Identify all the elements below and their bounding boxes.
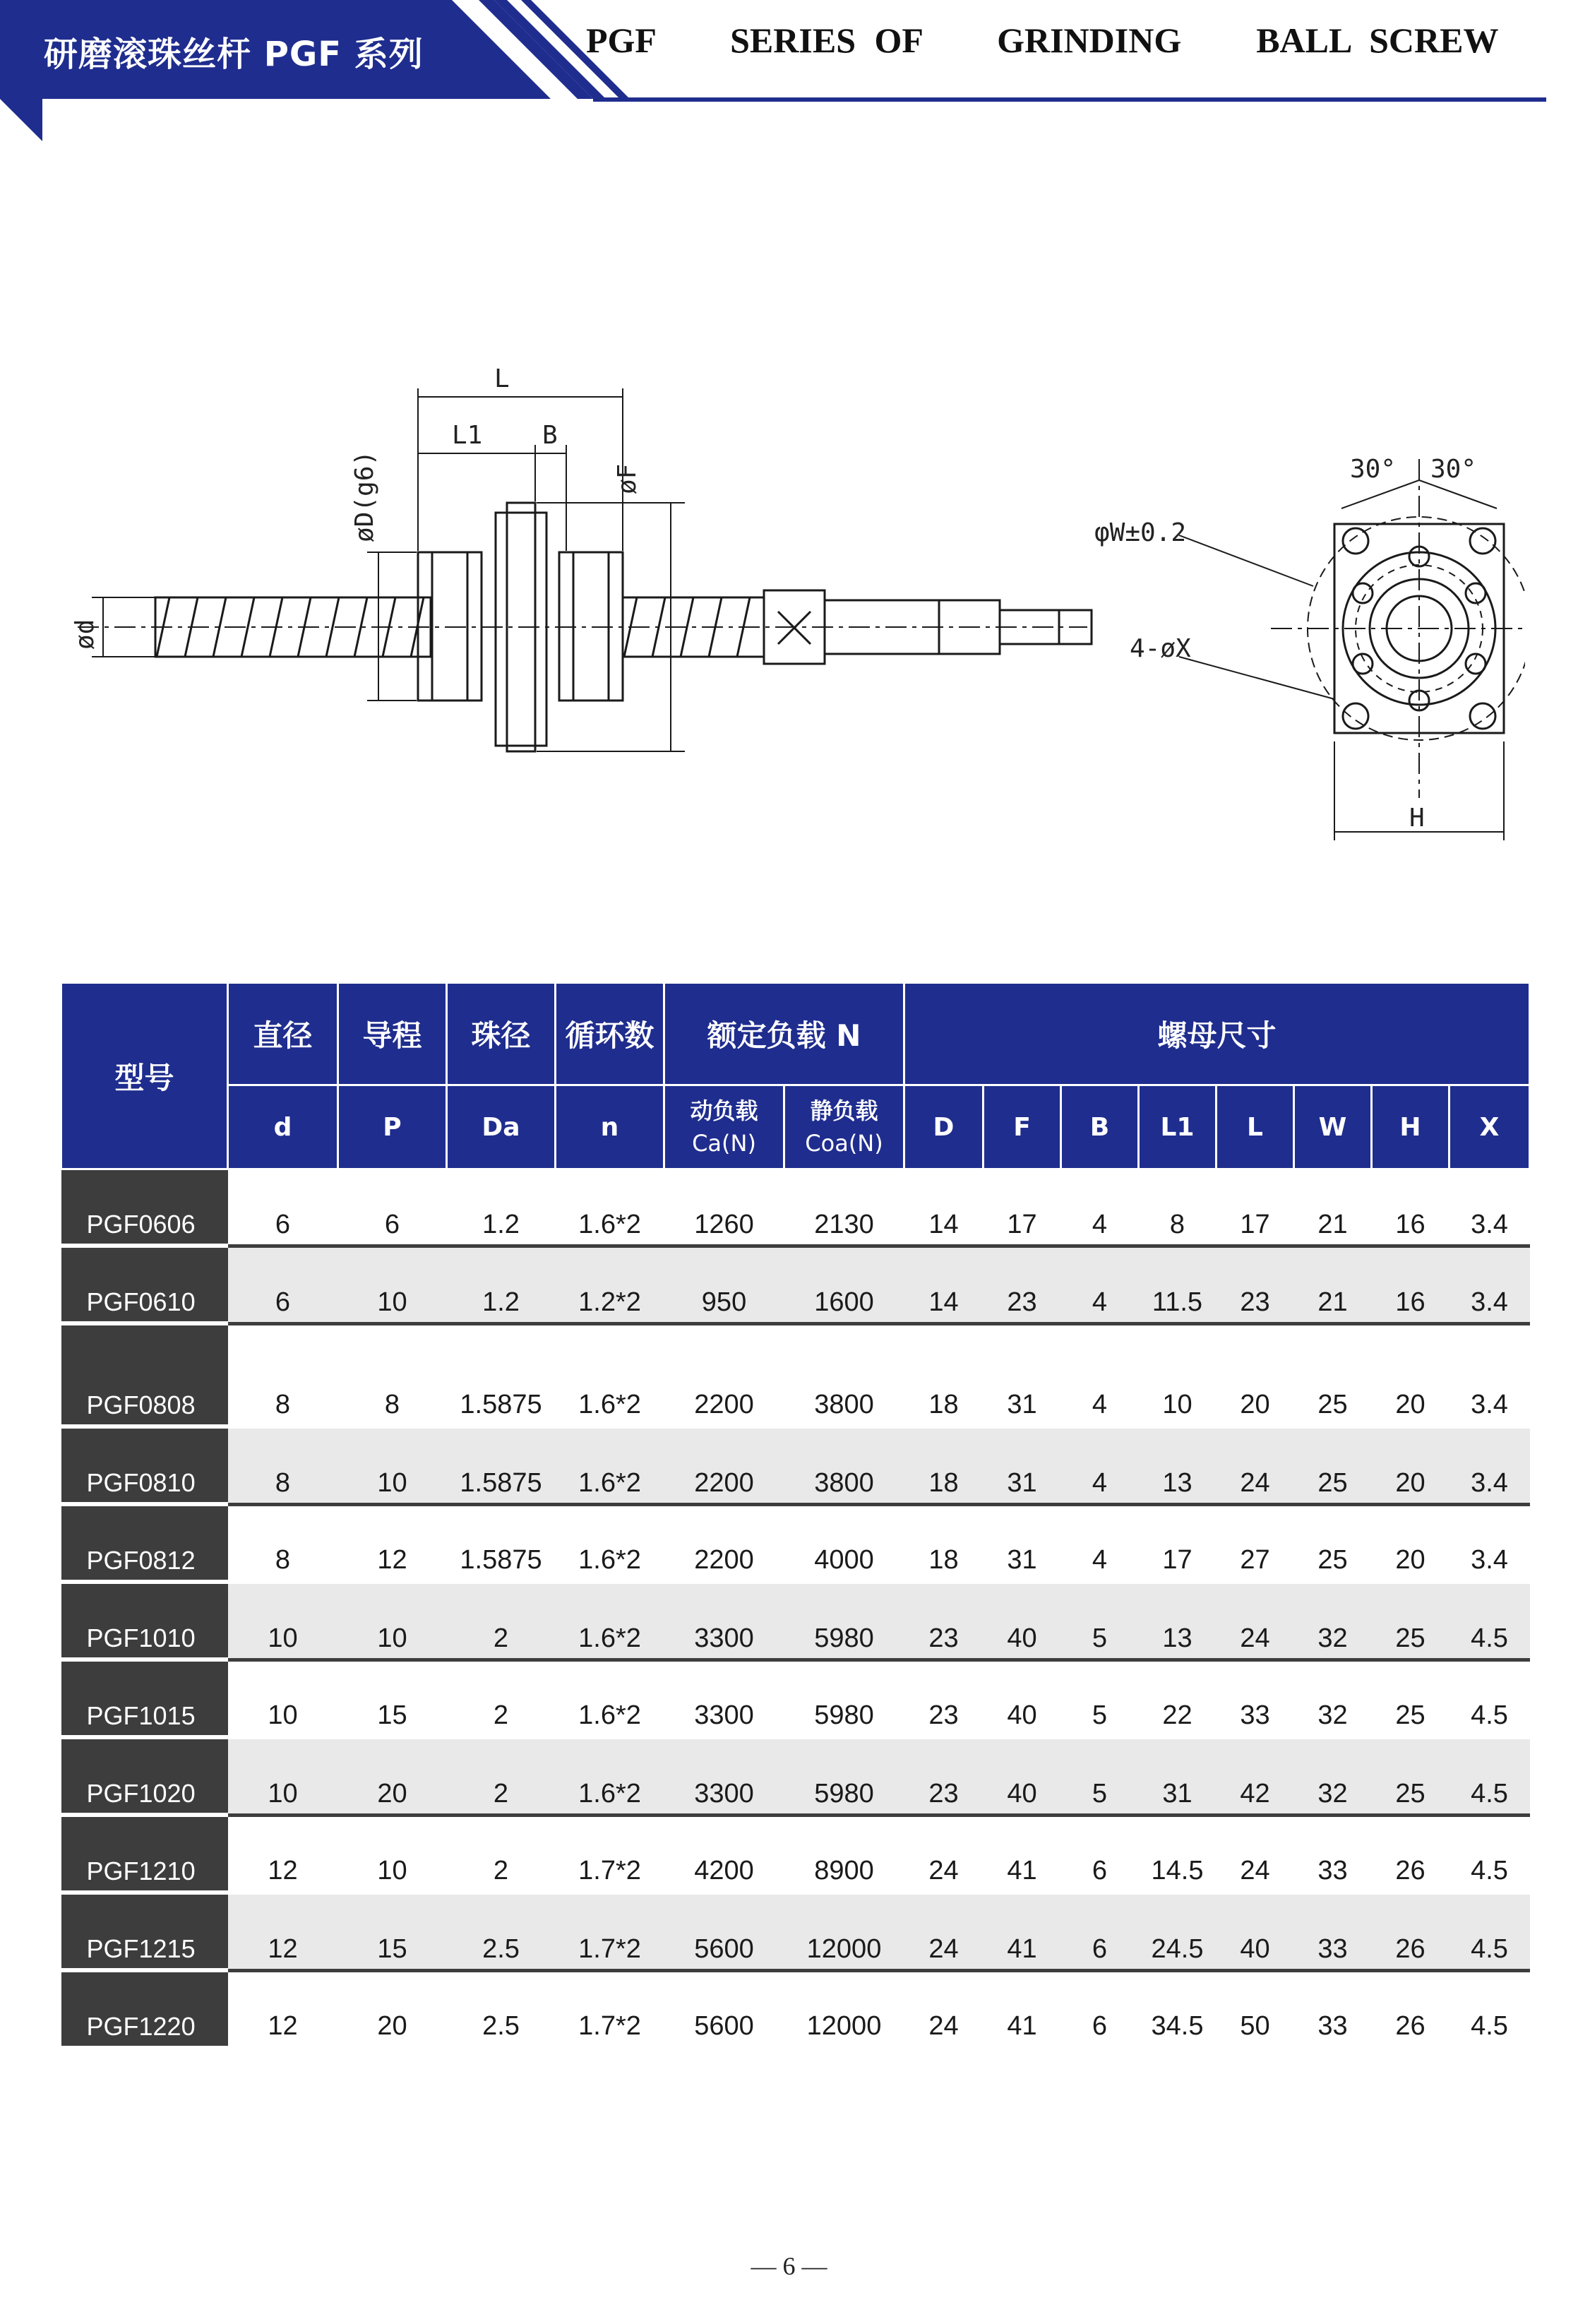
cell-Da: 2 [447,1815,556,1893]
cell-d: 10 [228,1659,338,1737]
cell-d: 10 [228,1737,338,1815]
cell-F: 17 [984,1169,1061,1246]
cell-H: 20 [1372,1426,1450,1504]
cell-Coa: 4000 [784,1504,904,1582]
table-row [61,1815,1530,1893]
cell-F: 31 [984,1504,1061,1582]
cell-n: 1.6*2 [556,1582,664,1659]
cell-model: PGF1210 [61,1815,228,1893]
cell-W: 25 [1294,1426,1372,1504]
cell-Da: 2 [447,1737,556,1815]
cell-X: 3.4 [1450,1323,1530,1426]
cell-Ca: 1260 [664,1169,784,1246]
header-L1: L1 [1139,1085,1217,1169]
cell-B: 4 [1061,1504,1139,1582]
cell-X: 4.5 [1450,1815,1530,1893]
cell-F: 41 [984,1893,1061,1970]
cell-H: 20 [1372,1323,1450,1426]
cell-D: 24 [904,1893,984,1970]
cell-Da: 2 [447,1659,556,1737]
header-sym-d: d [228,1085,338,1169]
cell-d: 8 [228,1504,338,1582]
dim-label-phiF: øF [613,463,642,494]
page-header [0,0,1578,148]
cell-F: 40 [984,1737,1061,1815]
cell-Coa: 3800 [784,1323,904,1426]
cell-D: 18 [904,1323,984,1426]
cell-W: 25 [1294,1504,1372,1582]
cell-Da: 1.2 [447,1169,556,1246]
cell-d: 12 [228,1893,338,1970]
cell-W: 32 [1294,1737,1372,1815]
cell-B: 5 [1061,1659,1139,1737]
cell-X: 3.4 [1450,1246,1530,1323]
cell-P: 20 [338,1970,447,2048]
cell-L1: 10 [1139,1323,1217,1426]
dim-label-phiD: øD(g6) [350,450,379,542]
cell-X: 4.5 [1450,1970,1530,2048]
cell-n: 1.6*2 [556,1737,664,1815]
cell-D: 24 [904,1815,984,1893]
cell-L1: 14.5 [1139,1815,1217,1893]
header-sym-Da: Da [447,1085,556,1169]
cell-P: 15 [338,1893,447,1970]
cell-X: 4.5 [1450,1582,1530,1659]
table-row [61,1893,1530,1970]
dim-label-angle-right: 30° [1430,455,1477,484]
cell-d: 12 [228,1815,338,1893]
header-circuits: 循环数 [556,983,664,1085]
cell-H: 25 [1372,1659,1450,1737]
cell-d: 10 [228,1582,338,1659]
cell-B: 4 [1061,1426,1139,1504]
header-sym-n: n [556,1085,664,1169]
header-ball-dia: 珠径 [447,983,556,1085]
cell-n: 1.7*2 [556,1815,664,1893]
cell-model: PGF1015 [61,1659,228,1737]
cell-H: 26 [1372,1815,1450,1893]
cell-Ca: 4200 [664,1815,784,1893]
cell-X: 3.4 [1450,1426,1530,1504]
header-H: H [1372,1085,1450,1169]
cell-Coa: 5980 [784,1737,904,1815]
dim-label-4X: 4-øX [1130,634,1191,663]
header-dyn-load-sym: Ca(N) [692,1130,756,1157]
dim-label-phiW: φW±0.2 [1094,518,1187,547]
cell-d: 6 [228,1246,338,1323]
cell-B: 4 [1061,1323,1139,1426]
table-row [61,1582,1530,1659]
cell-L: 42 [1217,1737,1294,1815]
cell-X: 3.4 [1450,1169,1530,1246]
cell-Coa: 2130 [784,1169,904,1246]
cell-L1: 8 [1139,1169,1217,1246]
cell-Coa: 5980 [784,1582,904,1659]
cell-P: 8 [338,1323,447,1426]
cell-F: 40 [984,1582,1061,1659]
cell-n: 1.6*2 [556,1426,664,1504]
cell-B: 6 [1061,1815,1139,1893]
cell-Coa: 12000 [784,1893,904,1970]
cell-F: 23 [984,1246,1061,1323]
cell-model: PGF0606 [61,1169,228,1246]
cell-L: 33 [1217,1659,1294,1737]
table-row [61,1323,1530,1426]
header-dyn-load-label: 动负载 [690,1097,758,1124]
cell-Da: 1.5875 [447,1426,556,1504]
header-D: D [904,1085,984,1169]
cell-L: 23 [1217,1246,1294,1323]
cell-L: 27 [1217,1504,1294,1582]
table-row [61,1426,1530,1504]
cell-B: 4 [1061,1169,1139,1246]
cell-Ca: 950 [664,1246,784,1323]
cell-n: 1.6*2 [556,1659,664,1737]
cell-X: 4.5 [1450,1659,1530,1737]
cell-P: 10 [338,1246,447,1323]
cell-F: 31 [984,1323,1061,1426]
cell-W: 32 [1294,1582,1372,1659]
cell-Da: 1.2 [447,1246,556,1323]
cell-F: 41 [984,1815,1061,1893]
cell-W: 21 [1294,1169,1372,1246]
header-static-load-label: 静负载 [810,1097,878,1124]
cell-model: PGF1215 [61,1893,228,1970]
dim-label-L: L [494,364,510,393]
cell-D: 23 [904,1582,984,1659]
cell-W: 25 [1294,1323,1372,1426]
cell-H: 16 [1372,1169,1450,1246]
cell-model: PGF0808 [61,1323,228,1426]
header-title-en: PGF SERIES OF GRINDING BALL SCREW [586,20,1499,60]
header-nut-dims: 螺母尺寸 [904,983,1530,1085]
cell-d: 12 [228,1970,338,2048]
cell-X: 4.5 [1450,1893,1530,1970]
header-model: 型号 [61,983,228,1169]
header-rated-load: 额定负载 N [664,983,904,1085]
cell-n: 1.7*2 [556,1970,664,2048]
cell-B: 6 [1061,1893,1139,1970]
dim-label-H: H [1409,804,1425,833]
header-dyn-load [664,1085,784,1169]
cell-L1: 11.5 [1139,1246,1217,1323]
header-X: X [1450,1085,1530,1169]
cell-P: 12 [338,1504,447,1582]
cell-H: 26 [1372,1970,1450,2048]
header-static-load [784,1085,904,1169]
cell-L: 24 [1217,1582,1294,1659]
cell-B: 5 [1061,1582,1139,1659]
header-diameter: 直径 [228,983,338,1085]
header-W: W [1294,1085,1372,1169]
cell-L1: 34.5 [1139,1970,1217,2048]
cell-D: 14 [904,1246,984,1323]
table-row [61,1504,1530,1582]
cell-n: 1.6*2 [556,1169,664,1246]
cell-D: 23 [904,1737,984,1815]
cell-d: 8 [228,1323,338,1426]
table-row [61,1169,1530,1246]
spec-table [60,982,1531,2050]
cell-L: 17 [1217,1169,1294,1246]
cell-L1: 13 [1139,1582,1217,1659]
cell-H: 16 [1372,1246,1450,1323]
cell-L1: 22 [1139,1659,1217,1737]
cell-model: PGF0610 [61,1246,228,1323]
cell-L: 20 [1217,1323,1294,1426]
cell-Coa: 8900 [784,1815,904,1893]
cell-Ca: 3300 [664,1582,784,1659]
cell-Ca: 2200 [664,1426,784,1504]
header-F: F [984,1085,1061,1169]
cell-D: 18 [904,1426,984,1504]
table-row [61,1970,1530,2048]
cell-Coa: 5980 [784,1659,904,1737]
header-lead: 导程 [338,983,447,1085]
cell-W: 33 [1294,1815,1372,1893]
cell-L1: 17 [1139,1504,1217,1582]
header-static-load-sym: Coa(N) [805,1130,883,1157]
cell-Ca: 3300 [664,1737,784,1815]
cell-Coa: 3800 [784,1426,904,1504]
table-row [61,1737,1530,1815]
cell-H: 20 [1372,1504,1450,1582]
cell-X: 4.5 [1450,1737,1530,1815]
cell-P: 10 [338,1815,447,1893]
cell-Da: 1.5875 [447,1504,556,1582]
cell-B: 4 [1061,1246,1139,1323]
cell-n: 1.7*2 [556,1893,664,1970]
cell-d: 8 [228,1426,338,1504]
cell-B: 6 [1061,1970,1139,2048]
cell-D: 23 [904,1659,984,1737]
cell-F: 40 [984,1659,1061,1737]
cell-W: 32 [1294,1659,1372,1737]
cell-n: 1.2*2 [556,1246,664,1323]
header-L: L [1217,1085,1294,1169]
cell-Da: 2 [447,1582,556,1659]
cell-X: 3.4 [1450,1504,1530,1582]
cell-Da: 2.5 [447,1970,556,2048]
cell-d: 6 [228,1169,338,1246]
header-title-cn: 研磨滚珠丝杆 PGF 系列 [44,35,424,74]
header-sym-P: P [338,1085,447,1169]
cell-F: 41 [984,1970,1061,2048]
cell-L: 40 [1217,1893,1294,1970]
technical-drawing [56,346,1525,883]
cell-model: PGF1220 [61,1970,228,2048]
cell-W: 33 [1294,1893,1372,1970]
table-row [61,1659,1530,1737]
dim-label-L1: L1 [452,421,483,450]
cell-L1: 13 [1139,1426,1217,1504]
cell-P: 6 [338,1169,447,1246]
cell-P: 20 [338,1737,447,1815]
cell-L1: 24.5 [1139,1893,1217,1970]
cell-H: 25 [1372,1737,1450,1815]
cell-Da: 2.5 [447,1893,556,1970]
cell-L: 50 [1217,1970,1294,2048]
cell-Ca: 2200 [664,1323,784,1426]
cell-Ca: 5600 [664,1893,784,1970]
cell-n: 1.6*2 [556,1504,664,1582]
cell-Ca: 3300 [664,1659,784,1737]
cell-L1: 31 [1139,1737,1217,1815]
cell-L: 24 [1217,1815,1294,1893]
cell-D: 24 [904,1970,984,2048]
cell-D: 14 [904,1169,984,1246]
cell-Coa: 12000 [784,1970,904,2048]
cell-Da: 1.5875 [447,1323,556,1426]
cell-n: 1.6*2 [556,1323,664,1426]
cell-D: 18 [904,1504,984,1582]
cell-W: 33 [1294,1970,1372,2048]
cell-P: 10 [338,1582,447,1659]
cell-Ca: 5600 [664,1970,784,2048]
cell-model: PGF1010 [61,1582,228,1659]
cell-model: PGF0810 [61,1426,228,1504]
cell-W: 21 [1294,1246,1372,1323]
cell-model: PGF1020 [61,1737,228,1815]
cell-model: PGF0812 [61,1504,228,1582]
dim-label-phid: ød [71,619,100,650]
cell-H: 25 [1372,1582,1450,1659]
cell-H: 26 [1372,1893,1450,1970]
dim-label-angle-left: 30° [1350,455,1397,484]
dim-label-B: B [542,421,558,450]
cell-Coa: 1600 [784,1246,904,1323]
cell-P: 10 [338,1426,447,1504]
page-number: — 6 — [751,2252,827,2280]
header-B: B [1061,1085,1139,1169]
cell-L: 24 [1217,1426,1294,1504]
cell-F: 31 [984,1426,1061,1504]
cell-Ca: 2200 [664,1504,784,1582]
cell-P: 15 [338,1659,447,1737]
cell-B: 5 [1061,1737,1139,1815]
table-row [61,1246,1530,1323]
